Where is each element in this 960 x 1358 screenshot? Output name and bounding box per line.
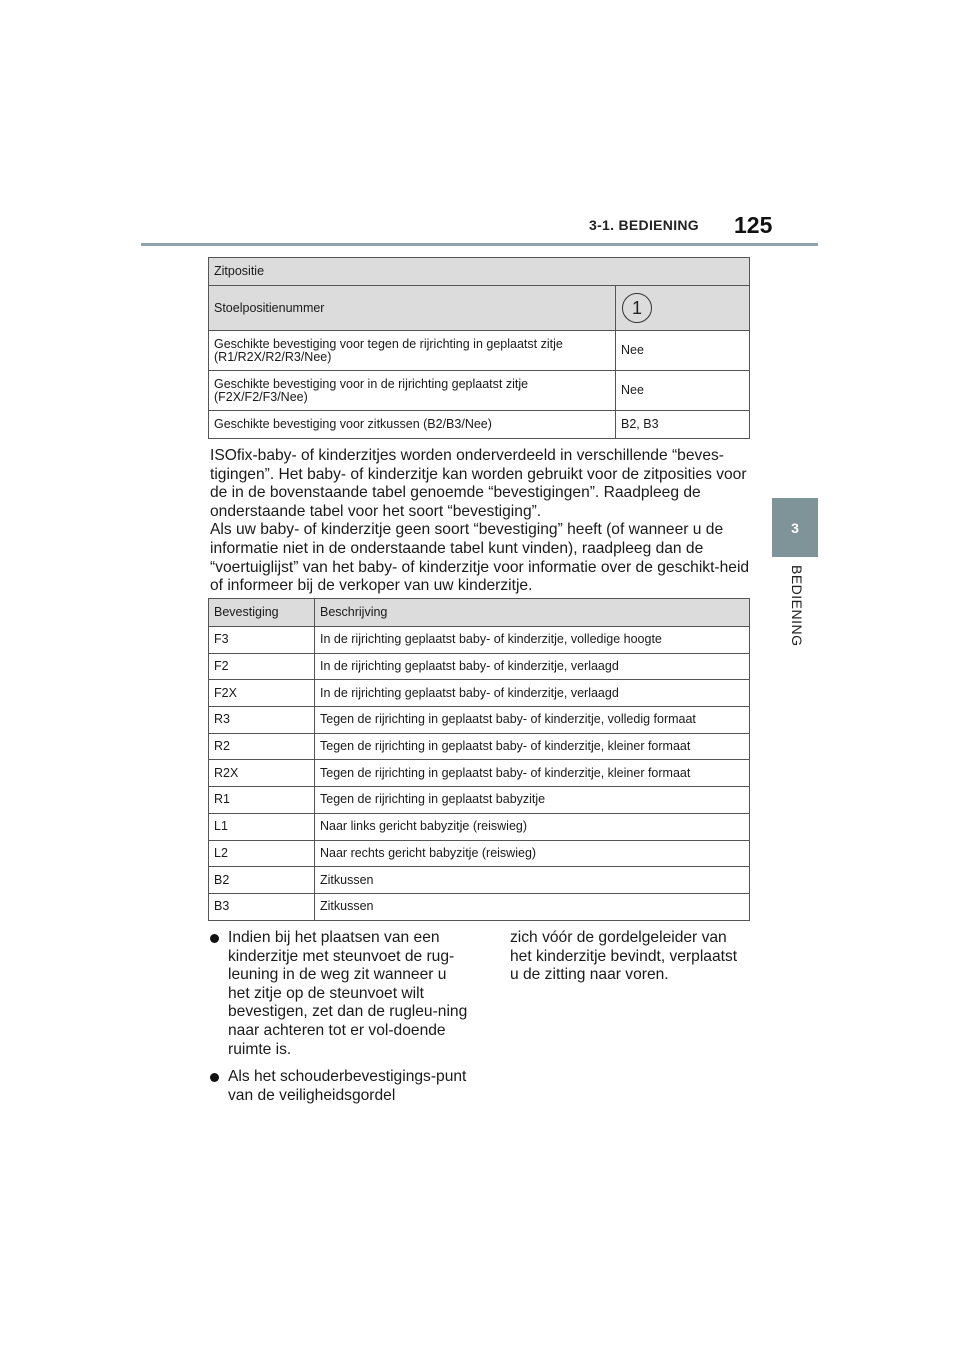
table-cell: In de rijrichting geplaatst baby- of kinderzitje, verlaagd (315, 680, 750, 707)
notes-right-column (510, 929, 750, 985)
table-row (209, 707, 750, 734)
table-cell: Geschikte bevestiging voor tegen de rijrichting in geplaatst zitje (R1/R2X/R2/R3/Nee) (209, 331, 616, 371)
table-cell: B2, B3 (616, 411, 750, 439)
chapter-tab (772, 498, 818, 557)
table-cell: L2 (209, 840, 315, 867)
table-row (209, 813, 750, 840)
paragraph: Als uw baby- of kinderzitje geen soort “bevestiging” heeft (of wanneer u de informatie niet in de onderstaande tabel kunt vinden), raadpleeg dan de “voertuiglijst” van het baby- of kinderzitje voor informatie over de geschikt-heid of informeer bij de verkoper van uw kinderzitje. (210, 521, 750, 595)
column-header: Beschrijving (315, 599, 750, 627)
table-row (209, 840, 750, 867)
paragraph: ISOfix-baby- of kinderzitjes worden onderverdeeld in verschillende “beves-tigingen”. Het baby- of kinderzitje kan worden gebruikt voor de zitposities voor de in de bovenstaande tabel genoemde “bevestigingen”. Raadpleeg de onderstaande tabel voor het soort “bevestiging”. (210, 447, 747, 520)
fixture-table (208, 598, 750, 921)
table-cell: Tegen de rijrichting in geplaatst babyzitje (315, 787, 750, 814)
bullet-item (210, 929, 468, 1059)
bullet-text: Indien bij het plaatsen van een kinderzitje met steunvoet de rug-leuning in de weg zit wanneer u het zitje op de steunvoet wilt bevestigen, zet dan de rugleu-ning naar achteren tot er vol-doende ruimte is. (228, 929, 468, 1058)
bullet-dot-icon (210, 934, 219, 943)
table-cell: F2 (209, 653, 315, 680)
table-cell: Stoelpositienummer (209, 286, 616, 331)
section-title: 3-1. BEDIENING (589, 217, 699, 233)
table-row (209, 893, 750, 920)
table-cell: Nee (616, 371, 750, 411)
table-row (209, 331, 750, 371)
table-cell: B2 (209, 867, 315, 894)
table-cell: R3 (209, 707, 315, 734)
table-cell: R1 (209, 787, 315, 814)
column-header: Bevestiging (209, 599, 315, 627)
table-row (209, 653, 750, 680)
bullet-continuation-text: zich vóór de gordelgeleider van het kinderzitje bevindt, verplaatst u de zitting naar voren. (510, 929, 738, 984)
table-cell: Nee (616, 331, 750, 371)
table-row (209, 733, 750, 760)
table-cell: Zitkussen (315, 893, 750, 920)
table-cell: Geschikte bevestiging voor zitkussen (B2/B3/Nee) (209, 411, 616, 439)
table-row (209, 258, 750, 286)
seat-position-table (208, 257, 750, 439)
bullet-item (210, 1068, 468, 1105)
table-cell: F3 (209, 627, 315, 654)
table-cell: In de rijrichting geplaatst baby- of kinderzitje, volledige hoogte (315, 627, 750, 654)
table-cell: L1 (209, 813, 315, 840)
page-number: 125 (734, 212, 773, 238)
table-row (209, 371, 750, 411)
table-row (209, 787, 750, 814)
bullet-text: Als het schouderbevestigings-punt van de veiligheidsgordel (228, 1068, 467, 1104)
table-cell: R2 (209, 733, 315, 760)
chapter-title: BEDIENING (789, 565, 805, 647)
table-row (209, 760, 750, 787)
table-cell: In de rijrichting geplaatst baby- of kinderzitje, verlaagd (315, 653, 750, 680)
table-cell: Tegen de rijrichting in geplaatst baby- of kinderzitje, volledig formaat (315, 707, 750, 734)
table-cell: Naar rechts gericht babyzitje (reiswieg) (315, 840, 750, 867)
table-cell: Tegen de rijrichting in geplaatst baby- of kinderzitje, kleiner formaat (315, 760, 750, 787)
table-cell: F2X (209, 680, 315, 707)
table-cell: Geschikte bevestiging voor in de rijrichting geplaatst zitje (F2X/F2/F3/Nee) (209, 371, 616, 411)
table-cell: Zitpositie (209, 258, 750, 286)
table-cell (616, 286, 750, 331)
table-cell: Zitkussen (315, 867, 750, 894)
notes-left-column (210, 929, 468, 1114)
header-divider (141, 243, 818, 246)
table-cell: B3 (209, 893, 315, 920)
table-row (209, 286, 750, 331)
table-row (209, 867, 750, 894)
table-cell: R2X (209, 760, 315, 787)
table-row (209, 411, 750, 439)
table-row (209, 680, 750, 707)
seat-number-circle-icon: 1 (622, 293, 652, 323)
bullet-dot-icon (210, 1073, 219, 1082)
table-header-row (209, 599, 750, 627)
table-row (209, 627, 750, 654)
chapter-number: 3 (791, 519, 799, 536)
body-text (210, 447, 750, 596)
table-cell: Tegen de rijrichting in geplaatst baby- of kinderzitje, kleiner formaat (315, 733, 750, 760)
table-cell: Naar links gericht babyzitje (reiswieg) (315, 813, 750, 840)
